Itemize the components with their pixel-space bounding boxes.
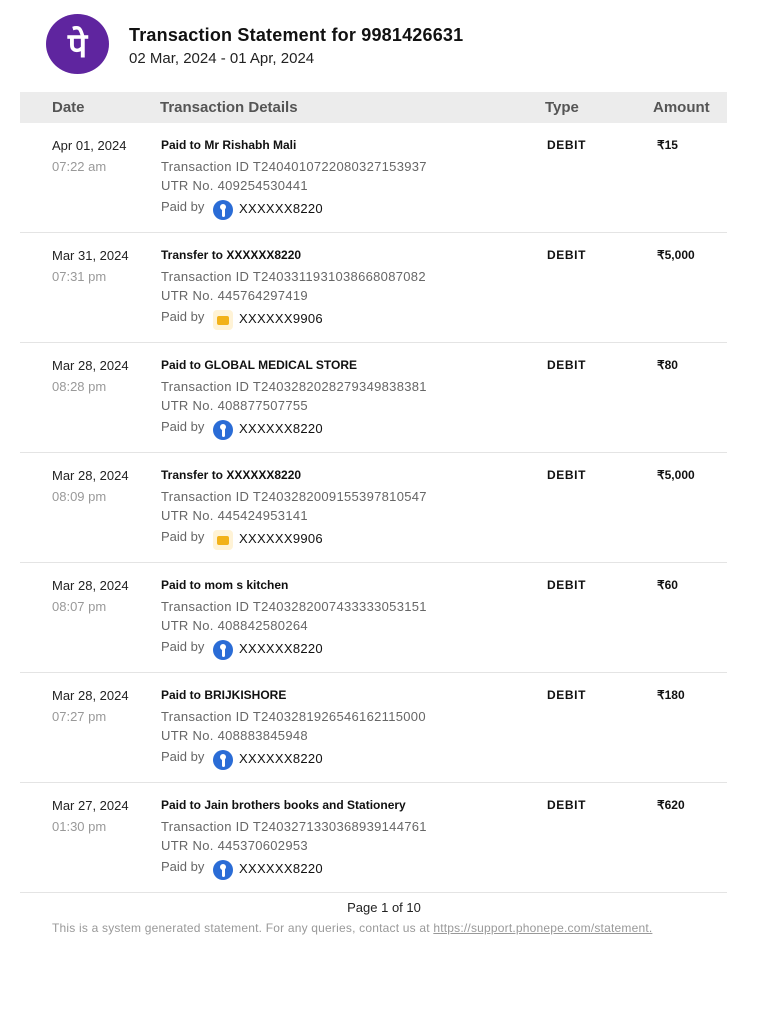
statement-title: Transaction Statement for 9981426631 (129, 25, 464, 45)
footer-note-text: This is a system generated statement. For any queries, contact us at (52, 921, 430, 935)
transaction-date: Mar 28, 2024 (52, 688, 129, 703)
column-header-date: Date (52, 99, 85, 116)
sbi-bank-icon (213, 860, 233, 880)
transaction-id: Transaction ID T2404010722080327153937 (161, 159, 427, 174)
transaction-time: 07:22 am (52, 159, 107, 174)
transaction-amount: ₹620 (657, 798, 685, 812)
transaction-type: DEBIT (547, 578, 586, 592)
transaction-type: DEBIT (547, 688, 586, 702)
transaction-time: 07:31 pm (52, 269, 107, 284)
transaction-date: Mar 27, 2024 (52, 798, 129, 813)
transaction-id: Transaction ID T2403282009155397810547 (161, 489, 427, 504)
payment-account: XXXXXX8220 (239, 751, 323, 766)
phonepe-logo-icon: पे (46, 14, 109, 74)
transaction-description: Paid to Jain brothers books and Stationery (161, 798, 406, 812)
utr-number: UTR No. 445424953141 (161, 508, 308, 523)
transaction-amount: ₹15 (657, 138, 678, 152)
utr-number: UTR No. 408842580264 (161, 618, 308, 633)
payment-account: XXXXXX9906 (239, 311, 323, 326)
transaction-type: DEBIT (547, 468, 586, 482)
table-header (20, 92, 727, 123)
transaction-date: Apr 01, 2024 (52, 138, 127, 153)
transaction-row (20, 783, 727, 893)
utr-number: UTR No. 445370602953 (161, 838, 308, 853)
transaction-time: 01:30 pm (52, 819, 107, 834)
transaction-time: 08:28 pm (52, 379, 107, 394)
sbi-bank-icon (213, 200, 233, 220)
column-header-type: Type (545, 99, 579, 116)
sbi-bank-icon (213, 640, 233, 660)
transaction-type: DEBIT (547, 138, 586, 152)
wallet-bank-icon (213, 530, 233, 550)
transaction-description: Transfer to XXXXXX8220 (161, 248, 302, 262)
transaction-time: 07:27 pm (52, 709, 107, 724)
transaction-time: 08:07 pm (52, 599, 107, 614)
transaction-row (20, 563, 727, 673)
footer-note (52, 921, 652, 935)
paid-by-label: Paid by (161, 199, 205, 214)
utr-number: UTR No. 409254530441 (161, 178, 308, 193)
transaction-row (20, 453, 727, 563)
transaction-description: Paid to mom s kitchen (161, 578, 289, 592)
paid-by-label: Paid by (161, 419, 205, 434)
payment-account: XXXXXX8220 (239, 861, 323, 876)
transaction-id: Transaction ID T2403282007433333053151 (161, 599, 427, 614)
transaction-description: Paid to GLOBAL MEDICAL STORE (161, 358, 358, 372)
transaction-amount: ₹80 (657, 358, 678, 372)
paid-by-label: Paid by (161, 749, 205, 764)
transaction-amount: ₹180 (657, 688, 685, 702)
statement-period: 02 Mar, 2024 - 01 Apr, 2024 (129, 50, 315, 67)
transaction-id: Transaction ID T2403282028279349838381 (161, 379, 427, 394)
utr-number: UTR No. 408883845948 (161, 728, 308, 743)
sbi-bank-icon (213, 750, 233, 770)
transaction-row (20, 123, 727, 233)
payment-account: XXXXXX9906 (239, 531, 323, 546)
page-indicator: Page 1 of 10 (347, 900, 421, 915)
transaction-type: DEBIT (547, 798, 586, 812)
paid-by-label: Paid by (161, 529, 205, 544)
transaction-description: Paid to BRIJKISHORE (161, 688, 287, 702)
transaction-id: Transaction ID T2403311931038668087082 (161, 269, 426, 284)
payment-account: XXXXXX8220 (239, 421, 323, 436)
payment-account: XXXXXX8220 (239, 641, 323, 656)
paid-by-label: Paid by (161, 859, 205, 874)
transaction-amount: ₹60 (657, 578, 678, 592)
utr-number: UTR No. 408877507755 (161, 398, 308, 413)
transaction-type: DEBIT (547, 358, 586, 372)
transaction-date: Mar 31, 2024 (52, 248, 129, 263)
transaction-date: Mar 28, 2024 (52, 578, 129, 593)
column-header-details: Transaction Details (160, 99, 298, 116)
sbi-bank-icon (213, 420, 233, 440)
transaction-row (20, 343, 727, 453)
transaction-row (20, 673, 727, 783)
transaction-description: Transfer to XXXXXX8220 (161, 468, 302, 482)
transaction-time: 08:09 pm (52, 489, 107, 504)
column-header-amount: Amount (653, 99, 710, 116)
transaction-amount: ₹5,000 (657, 468, 695, 482)
transaction-date: Mar 28, 2024 (52, 468, 129, 483)
support-link[interactable]: https://support.phonepe.com/statement. (433, 921, 653, 935)
paid-by-label: Paid by (161, 309, 205, 324)
paid-by-label: Paid by (161, 639, 205, 654)
payment-account: XXXXXX8220 (239, 201, 323, 216)
transaction-list (20, 123, 727, 893)
wallet-bank-icon (213, 310, 233, 330)
transaction-amount: ₹5,000 (657, 248, 695, 262)
transaction-id: Transaction ID T2403281926546162115000 (161, 709, 426, 724)
transaction-type: DEBIT (547, 248, 586, 262)
transaction-id: Transaction ID T2403271330368939144761 (161, 819, 427, 834)
transaction-row (20, 233, 727, 343)
transaction-date: Mar 28, 2024 (52, 358, 129, 373)
utr-number: UTR No. 445764297419 (161, 288, 308, 303)
statement-header (46, 14, 726, 74)
transaction-description: Paid to Mr Rishabh Mali (161, 138, 297, 152)
